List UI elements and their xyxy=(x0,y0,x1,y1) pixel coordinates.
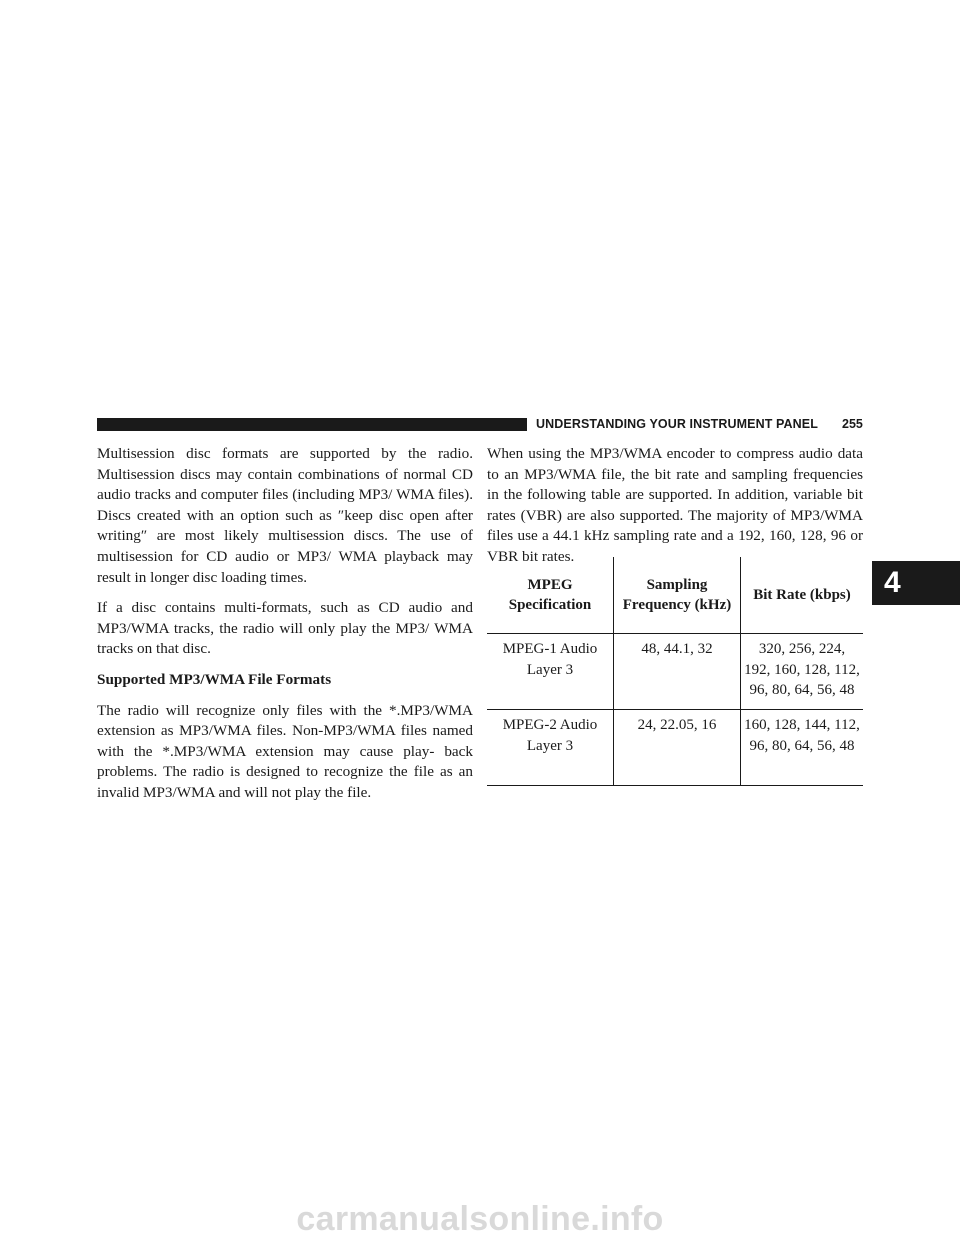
table-row xyxy=(487,634,863,710)
table-header-row xyxy=(487,557,863,634)
cell-spec: MPEG-2 Audio Layer 3 xyxy=(487,710,614,786)
mp3-spec-table xyxy=(487,557,863,786)
cell-frequency: 48, 44.1, 32 xyxy=(614,634,741,710)
cell-bitrate: 160, 128, 144, 112, 96, 80, 64, 56, 48 xyxy=(741,710,864,786)
chapter-tab: 4 xyxy=(872,561,960,605)
encoder-paragraph: When using the MP3/WMA encoder to compress audio data to an MP3/WMA file, the bit rate and sampling frequencies in the following table are supported. In addition, variable bit rates (VBR) are also supported. The majority of MP3/WMA files use a 44.1 kHz sampling rate and a 192, 160, 128, 96 or VBR bit rates. xyxy=(487,445,863,565)
header-sampling-frequency: Sampling Frequency (kHz) xyxy=(614,557,741,634)
file-format-paragraph: The radio will recognize only files with the *.MP3/WMA extension as MP3/WMA files. Non-MP3/WMA files named with the *.MP3/WMA extension may cause play- back problems. The radio is designed to recognize the file as an invalid MP3/WMA and will not play the file. xyxy=(97,701,473,801)
header-rule xyxy=(97,418,527,431)
section-heading: Supported MP3/WMA File Formats xyxy=(97,670,332,688)
section-header-title: UNDERSTANDING YOUR INSTRUMENT PANEL xyxy=(536,417,818,431)
multi-format-paragraph: If a disc contains multi-formats, such as CD audio and MP3/WMA tracks, the radio will only play the MP3/ WMA tracks on that disc. xyxy=(97,599,473,658)
header-mpeg-spec: MPEG Specification xyxy=(487,557,614,634)
multisession-paragraph: Multisession disc formats are supported by the radio. Multisession discs may contain combinations of normal CD audio tracks and computer files (including MP3/ WMA files). Discs created with an option such as ″keep disc open after writing″ are most likely multisession discs. The use of multisession for CD audio or MP3/ WMA playback may result in longer disc loading times. xyxy=(97,445,473,586)
page-number: 255 xyxy=(842,417,863,431)
cell-spec: MPEG-1 Audio Layer 3 xyxy=(487,634,614,710)
table-row xyxy=(487,710,863,786)
watermark: carmanualsonline.info xyxy=(296,1200,664,1238)
header-bit-rate: Bit Rate (kbps) xyxy=(741,557,864,634)
cell-bitrate: 320, 256, 224, 192, 160, 128, 112, 96, 80, 64, 56, 48 xyxy=(741,634,864,710)
left-column xyxy=(97,444,473,814)
cell-frequency: 24, 22.05, 16 xyxy=(614,710,741,786)
